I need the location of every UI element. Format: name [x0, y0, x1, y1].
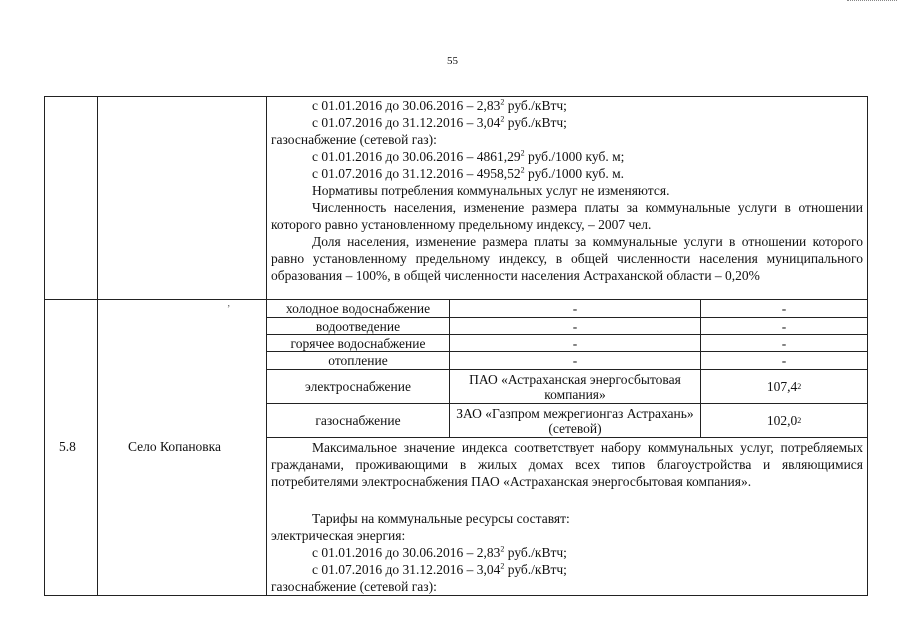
table-left-border [44, 96, 45, 596]
gas-heading: газоснабжение (сетевой газ): [271, 579, 437, 594]
service-name: холодное водоснабжение [285, 300, 431, 316]
service-provider: ЗАО «Газпром межрегионгаз Астрахань» (сетевой) [456, 405, 694, 436]
service-index: - [781, 353, 787, 368]
service-index: - [781, 318, 787, 334]
service-provider: - [572, 353, 578, 368]
max-index-paragraph: Максимальное значение индекса соответствует набору коммунальных услуг, потребляемых гражданами, проживающими в жилых домах всех типов благоустройства и являющимися потребителями электроснабжения ПАО «Астраханская энергосбытовая компания». [271, 440, 863, 489]
tariff-line: с 01.07.2016 до 31.12.2016 – 3,04$^2$ руб./кВтч; [312, 114, 567, 130]
tariff-line: с 01.07.2016 до 31.12.2016 – 3,04$^2$ руб./кВтч; [312, 561, 567, 577]
electric-heading: электрическая энергия: [271, 528, 406, 543]
tariff-line: с 01.01.2016 до 30.06.2016 – 2,83$^2$ руб./кВтч; [312, 97, 567, 113]
population-share-paragraph: Доля населения, изменение размера платы за коммунальные услуги в отношении которого равно установленному предельному индексу, в общей численности населения муниципального образования – 100%, в общей численности населения Астраханской области – 0,20% [271, 234, 863, 283]
service-index: - [781, 300, 787, 316]
service-index: - [781, 335, 787, 351]
service-name: отопление [328, 353, 388, 368]
tariff-line: с 01.01.2016 до 30.06.2016 – 4861,29$^2$ руб./1000 куб. м; [312, 148, 625, 164]
service-name: водоотведение [315, 318, 401, 334]
col-divider-1 [97, 96, 98, 596]
service-name: электроснабжение [305, 379, 411, 394]
settlement-name: Село Копановка [128, 439, 222, 454]
service-name: газоснабжение [315, 413, 401, 428]
service-provider: - [572, 318, 578, 334]
service-index: 102,0 2 [766, 413, 802, 428]
scan-mark: ʼ [227, 304, 231, 315]
service-name: горячее водоснабжение [290, 335, 426, 351]
service-provider: - [572, 335, 578, 351]
scan-edge-mark [847, 0, 897, 4]
service-provider: - [572, 300, 578, 316]
tariff-line: с 01.01.2016 до 30.06.2016 – 2,83$^2$ руб./кВтч; [312, 544, 567, 560]
inner-row-line [266, 437, 868, 438]
table-bottom-border [44, 595, 868, 596]
tariffs-heading: Тарифы на коммунальные ресурсы составят: [312, 511, 570, 526]
gas-heading: газоснабжение (сетевой газ): [271, 132, 437, 147]
row-number: 5.8 [59, 439, 76, 454]
service-provider: ПАО «Астраханская энергосбытовая компания» [469, 371, 681, 402]
population-paragraph: Численность населения, изменение размера платы за коммунальные услуги в отношении которого равно установленному предельному индексу, – 2007 чел. [271, 200, 863, 232]
service-index: 107,4 2 [766, 379, 802, 394]
table-right-border [867, 96, 868, 596]
tariff-line: с 01.07.2016 до 31.12.2016 – 4958,52$^2$ руб./1000 куб. м. [312, 165, 624, 181]
norms-statement: Нормативы потребления коммунальных услуг не изменяются. [312, 183, 670, 198]
page-number: 55 [447, 55, 458, 67]
